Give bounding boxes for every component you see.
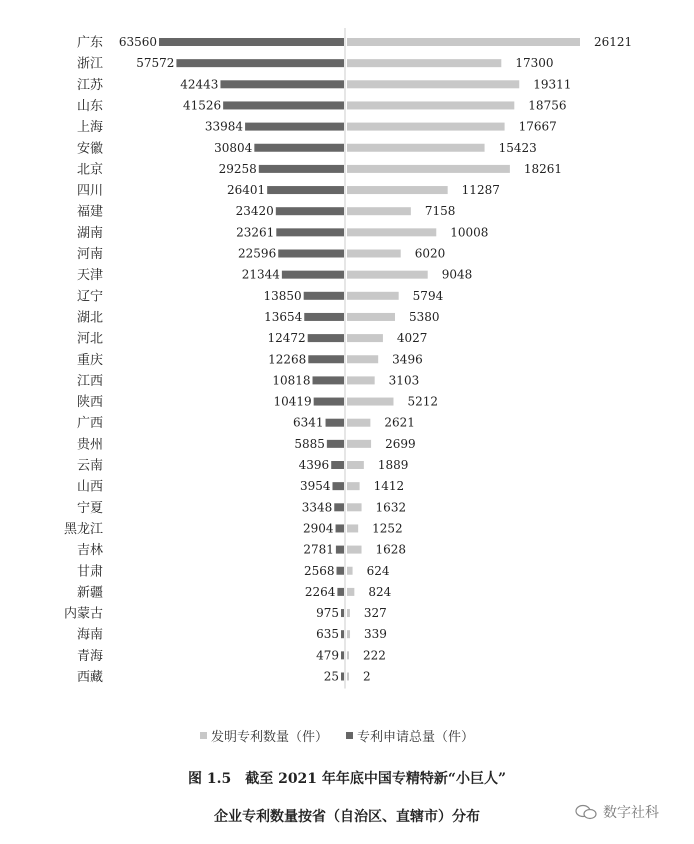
bar-total-applications <box>336 524 344 532</box>
category-label: 贵州 <box>76 437 103 453</box>
data-label-invention: 624 <box>366 563 390 578</box>
bar-total-applications <box>331 461 344 469</box>
category-label: 广东 <box>76 35 103 51</box>
category-label: 宁夏 <box>76 500 103 516</box>
data-label-total: 26401 <box>226 183 266 198</box>
bar-total-applications <box>337 567 344 575</box>
data-label-invention: 2621 <box>384 415 415 430</box>
category-label: 浙江 <box>76 56 103 72</box>
data-label-total: 22596 <box>238 246 277 261</box>
bar-total-applications <box>341 673 344 681</box>
data-label-invention: 5794 <box>412 288 444 303</box>
bar-invention-patents <box>347 588 354 596</box>
data-label-invention: 17667 <box>518 119 557 134</box>
category-label: 北京 <box>76 162 103 178</box>
bar-total-applications <box>341 630 344 638</box>
bar-total-applications <box>282 271 344 279</box>
data-label-total: 2904 <box>303 521 334 536</box>
legend-label-total: 专利申请总量（件） <box>357 730 475 745</box>
data-label-invention: 4027 <box>396 331 428 346</box>
bar-total-applications <box>259 165 344 173</box>
bar-total-applications <box>254 144 344 152</box>
category-label: 山西 <box>76 479 103 495</box>
data-label-total: 2568 <box>303 563 335 578</box>
category-label: 陕西 <box>76 395 103 411</box>
data-label-invention: 3496 <box>392 352 423 367</box>
bar-total-applications <box>276 228 344 236</box>
bar-total-applications <box>267 186 344 194</box>
category-label: 黑龙江 <box>63 521 103 537</box>
data-label-total: 975 <box>316 606 339 621</box>
bar-total-applications <box>337 588 344 596</box>
data-label-invention: 11287 <box>461 183 500 198</box>
data-label-invention: 1252 <box>372 521 403 536</box>
bar-invention-patents <box>347 546 362 554</box>
bar-total-applications <box>326 419 344 427</box>
data-label-invention: 339 <box>364 627 387 642</box>
bar-total-applications <box>304 313 344 321</box>
bar-invention-patents <box>347 482 360 490</box>
category-label: 安徽 <box>76 141 103 157</box>
data-label-invention: 19311 <box>533 77 572 92</box>
data-label-total: 13654 <box>264 309 303 324</box>
data-label-total: 2264 <box>304 584 336 599</box>
data-label-total: 6341 <box>292 415 324 430</box>
data-label-invention: 6020 <box>414 246 446 261</box>
category-label: 重庆 <box>76 352 103 368</box>
category-label: 湖北 <box>76 310 103 326</box>
data-label-invention: 2699 <box>385 436 416 451</box>
bar-invention-patents <box>347 524 358 532</box>
data-label-invention: 1412 <box>373 479 405 494</box>
category-label: 辽宁 <box>76 289 103 305</box>
category-label: 上海 <box>76 120 103 136</box>
bar-total-applications <box>223 101 344 109</box>
category-label: 河南 <box>76 247 103 262</box>
data-label-total: 42443 <box>180 77 219 92</box>
data-label-invention: 327 <box>363 606 387 621</box>
category-label: 湖南 <box>76 225 103 241</box>
data-label-total: 479 <box>316 648 339 663</box>
data-label-total: 12268 <box>268 352 307 367</box>
category-label: 河北 <box>76 331 103 347</box>
data-label-total: 30804 <box>214 140 253 155</box>
data-label-total: 33984 <box>204 119 244 134</box>
data-label-total: 23420 <box>235 204 274 219</box>
watermark <box>575 802 659 822</box>
bar-invention-patents <box>347 271 428 279</box>
category-label: 云南 <box>76 458 103 474</box>
bar-invention-patents <box>347 59 501 67</box>
category-label: 甘肃 <box>76 564 103 580</box>
bar-invention-patents <box>347 313 395 321</box>
bar-total-applications <box>314 398 344 406</box>
bar-invention-patents <box>347 440 371 448</box>
category-label: 江苏 <box>76 77 103 93</box>
data-label-invention: 222 <box>363 648 386 663</box>
data-label-total: 5885 <box>294 436 325 451</box>
category-label: 海南 <box>76 627 103 643</box>
bar-invention-patents <box>347 651 349 659</box>
data-label-total: 4396 <box>298 458 330 472</box>
data-label-invention: 10008 <box>450 225 489 240</box>
bar-total-applications <box>334 503 344 511</box>
bar-invention-patents <box>347 144 485 152</box>
bar-total-applications <box>332 482 344 490</box>
legend-swatch-total <box>346 732 353 739</box>
bar-invention-patents <box>347 419 370 427</box>
bar-total-applications <box>336 546 344 554</box>
bar-total-applications <box>176 59 344 67</box>
category-label: 青海 <box>76 648 103 664</box>
legend-item-total <box>346 726 474 745</box>
bar-invention-patents <box>347 398 393 406</box>
legend-label-invention: 发明专利数量（件） <box>211 730 329 745</box>
legend-swatch-invention <box>200 732 207 739</box>
data-label-invention: 9048 <box>441 267 473 282</box>
category-label: 新疆 <box>76 585 103 601</box>
bar-total-applications <box>308 355 344 363</box>
bar-invention-patents <box>347 461 364 469</box>
bar-invention-patents <box>347 567 353 575</box>
bar-invention-patents <box>347 38 580 46</box>
bar-total-applications <box>278 250 344 258</box>
bar-invention-patents <box>347 376 375 384</box>
category-label: 内蒙古 <box>63 606 103 622</box>
data-label-invention: 1628 <box>375 542 407 557</box>
data-label-total: 63560 <box>118 35 157 49</box>
category-label: 山东 <box>76 98 103 114</box>
legend-item-invention <box>200 726 328 745</box>
bar-invention-patents <box>347 207 411 215</box>
data-label-invention: 17300 <box>515 56 554 71</box>
data-label-invention: 824 <box>368 584 392 599</box>
data-label-invention: 1632 <box>375 500 407 515</box>
bar-total-applications <box>159 38 344 46</box>
data-label-total: 21344 <box>241 267 280 282</box>
bar-invention-patents <box>347 355 378 363</box>
data-label-invention: 15423 <box>498 140 537 155</box>
bar-total-applications <box>341 651 344 659</box>
bar-total-applications <box>327 440 344 448</box>
bar-invention-patents <box>347 101 514 109</box>
data-label-invention: 2 <box>363 669 371 684</box>
category-label: 天津 <box>76 268 103 284</box>
data-label-total: 29258 <box>218 161 257 176</box>
data-label-total: 3954 <box>299 479 331 494</box>
bar-total-applications <box>341 609 344 617</box>
data-label-invention: 5380 <box>408 309 440 324</box>
data-label-invention: 7158 <box>424 204 456 219</box>
bar-invention-patents <box>347 503 362 511</box>
data-label-invention: 3103 <box>388 373 420 388</box>
data-label-total: 41526 <box>182 98 222 113</box>
legend <box>200 726 530 745</box>
bar-invention-patents <box>347 165 510 173</box>
data-label-total: 635 <box>316 627 339 642</box>
category-label: 吉林 <box>76 543 103 559</box>
data-label-total: 10419 <box>273 394 312 409</box>
figure-caption-subtitle: 企业专利数量按省（自治区、直辖市）分布 <box>214 809 480 825</box>
bar-total-applications <box>245 123 344 131</box>
data-label-total: 25 <box>323 669 339 684</box>
figure-caption-title: 图 1.5 截至 2021 年年底中国专精特新“小巨人” <box>187 771 507 787</box>
data-label-invention: 18756 <box>528 98 567 113</box>
bar-invention-patents <box>347 80 519 88</box>
bar-total-applications <box>276 207 344 215</box>
category-label: 江西 <box>76 373 103 389</box>
category-label: 福建 <box>76 204 103 220</box>
category-label: 四川 <box>76 183 103 199</box>
data-label-invention: 1889 <box>377 458 409 472</box>
category-label: 广西 <box>76 416 103 432</box>
bar-total-applications <box>313 376 344 384</box>
data-label-total: 13850 <box>263 288 302 303</box>
data-label-total: 57572 <box>136 56 175 71</box>
bar-total-applications <box>220 80 344 88</box>
bar-invention-patents <box>347 609 350 617</box>
data-label-total: 2781 <box>303 542 334 557</box>
bar-total-applications <box>308 334 344 342</box>
bar-invention-patents <box>347 186 448 194</box>
data-label-invention: 26121 <box>594 35 633 49</box>
data-label-total: 12472 <box>267 331 306 346</box>
bar-invention-patents <box>347 250 401 258</box>
bar-total-applications <box>304 292 344 300</box>
data-label-total: 23261 <box>236 225 275 240</box>
bar-invention-patents <box>347 123 505 131</box>
data-label-invention: 5212 <box>407 394 439 409</box>
data-label-total: 3348 <box>301 500 333 515</box>
bar-invention-patents <box>347 292 399 300</box>
bar-invention-patents <box>347 228 436 236</box>
data-label-invention: 18261 <box>523 161 563 176</box>
category-label: 西藏 <box>76 670 103 685</box>
bar-invention-patents <box>347 673 349 681</box>
watermark-text: 数字社科 <box>603 805 659 821</box>
data-label-total: 10818 <box>272 373 311 388</box>
bar-invention-patents <box>347 630 350 638</box>
chat-bubble-icon <box>575 804 597 820</box>
bar-invention-patents <box>347 334 383 342</box>
